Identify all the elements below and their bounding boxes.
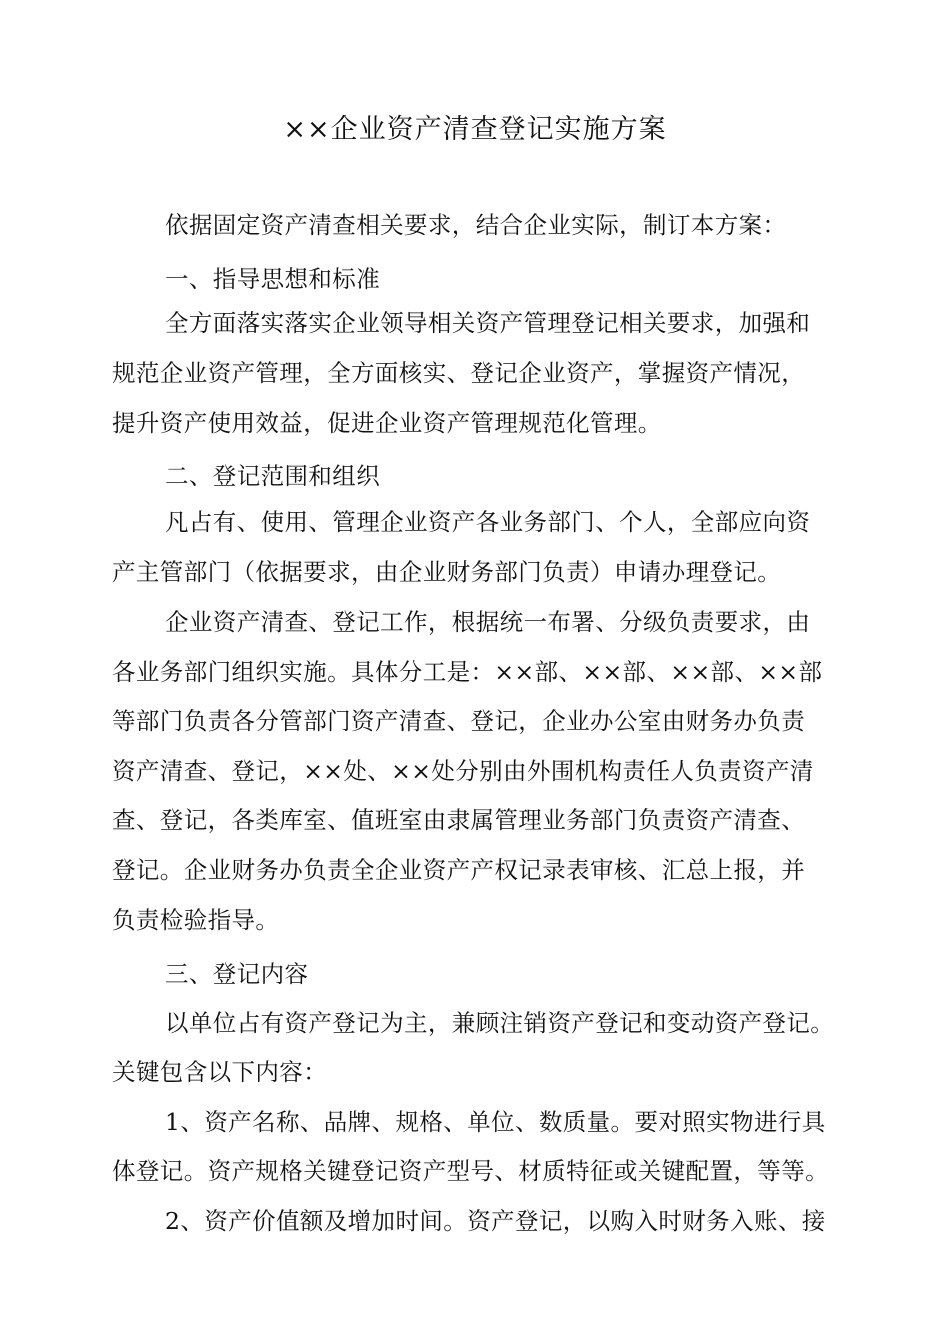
paragraph-line: 负责检验指导。: [112, 906, 280, 934]
document-title: ××企业资产清查登记实施方案: [283, 114, 667, 145]
intro-line: 依据固定资产清查相关要求，结合企业实际，制订本方案：: [165, 211, 787, 239]
list-item-1: 1、资产名称、品牌、规格、单位、数质量。要对照实物进行具: [165, 1108, 826, 1136]
paragraph-line: 各业务部门组织实施。具体分工是：××部、××部、××部、××部: [112, 658, 823, 686]
paragraph-line: 产主管部门（依据要求，由企业财务部门负责）申请办理登记。: [112, 558, 782, 586]
paragraph-line: 资产清查、登记，××处、××处分别由外围机构责任人负责资产清: [112, 757, 814, 785]
list-item-2: 2、资产价值额及增加时间。资产登记，以购入时财务入账、接: [165, 1207, 826, 1235]
paragraph-line: 查、登记，各类库室、值班室由隶属管理业务部门负责资产清查、: [112, 806, 806, 834]
paragraph-line: 体登记。资产规格关键登记资产型号、材质特征或关键配置，等等。: [112, 1157, 829, 1185]
paragraph-line: 登记。企业财务办负责全企业资产产权记录表审核、汇总上报，并: [112, 856, 806, 884]
paragraph-line: 凡占有、使用、管理企业资产各业务部门、个人，全部应向资: [165, 508, 811, 536]
paragraph-line: 以单位占有资产登记为主，兼顾注销资产登记和变动资产登记。: [165, 1009, 835, 1037]
section-heading-1: 一、指导思想和标准: [165, 265, 381, 293]
paragraph-line: 全方面落实落实企业领导相关资产管理登记相关要求，加强和: [165, 309, 811, 337]
paragraph-line: 企业资产清查、登记工作，根据统一布署、分级负责要求，由: [165, 608, 811, 636]
section-heading-2: 二、登记范围和组织: [165, 462, 381, 490]
paragraph-line: 提升资产使用效益，促进企业资产管理规范化管理。: [112, 409, 662, 437]
paragraph-line: 规范企业资产管理，全方面核实、登记企业资产，掌握资产情况，: [112, 359, 806, 387]
paragraph-line: 关键包含以下内容：: [112, 1058, 328, 1086]
paragraph-line: 等部门负责各分管部门资产清查、登记，企业办公室由财务办负责: [112, 707, 806, 735]
section-heading-3: 三、登记内容: [165, 960, 309, 988]
